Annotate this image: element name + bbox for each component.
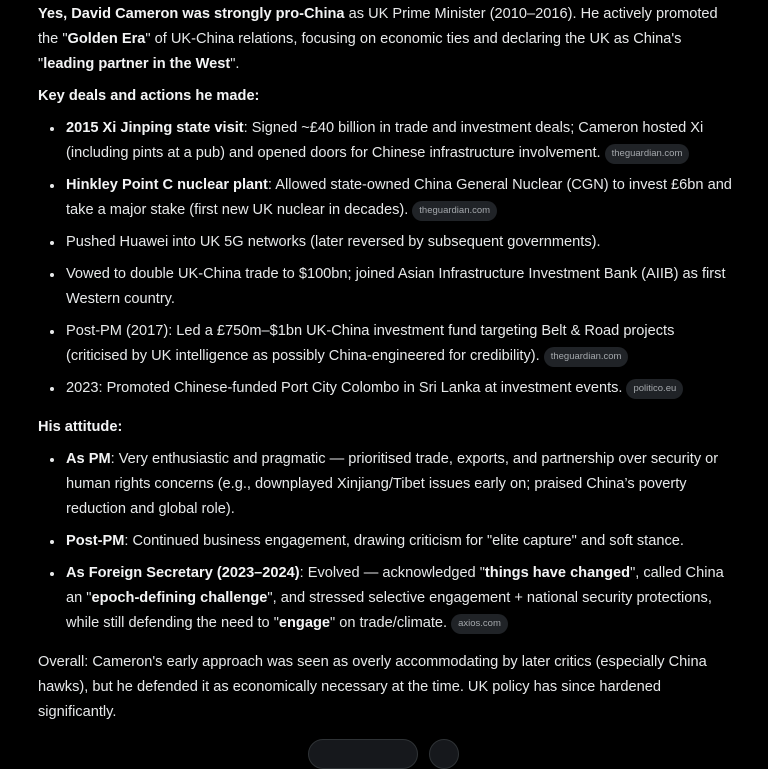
source-chip[interactable]: politico.eu	[626, 379, 683, 399]
action-pill-button[interactable]	[308, 739, 418, 769]
source-chip[interactable]: axios.com	[451, 614, 508, 634]
item-bold: Hinkley Point C nuclear plant	[66, 177, 268, 193]
attitude-heading: His attitude:	[38, 419, 123, 435]
intro-text-1: as UK Prime Minister (2010–2016). He actively promoted the "	[38, 6, 718, 47]
item-text: 2023: Promoted Chinese-funded Port City Colombo in Sri Lanka at investment events.	[66, 380, 623, 396]
list-item	[66, 529, 732, 554]
list-item	[66, 319, 732, 369]
item-text: : Very enthusiastic and pragmatic — prioritised trade, exports, and partnership over security or human rights concerns (e.g., downplayed Xinjiang/Tibet issues early on; praised China’s poverty reduction and global role).	[66, 451, 719, 517]
golden-era-bold: Golden Era	[67, 31, 146, 47]
leading-partner-bold: leading partner in the West	[43, 56, 231, 72]
quote-bold: engage	[278, 615, 330, 631]
list-item	[66, 173, 732, 223]
item-text: Pushed Huawei into UK 5G networks (later reversed by subsequent governments).	[66, 234, 601, 250]
intro-text-2: " of UK-China relations, focusing on economic ties and declaring the UK as China's "	[38, 31, 682, 72]
item-bold: As PM	[66, 451, 111, 467]
list-item	[66, 116, 732, 166]
quote-bold: epoch-defining challenge	[91, 590, 268, 606]
intro-paragraph	[38, 2, 732, 77]
item-bold: As Foreign Secretary (2023–2024)	[66, 565, 300, 581]
item-text: Vowed to double UK-China trade to $100bn; joined Asian Infrastructure Investment Bank (AIIB) as first Western country.	[66, 266, 726, 307]
list-item	[66, 447, 732, 522]
list-item	[66, 262, 732, 312]
item-bold: Post-PM	[66, 533, 125, 549]
source-chip[interactable]: theguardian.com	[605, 144, 690, 164]
intro-text-3: ".	[230, 56, 240, 72]
attitude-list	[38, 447, 732, 636]
source-chip[interactable]: theguardian.com	[544, 347, 629, 367]
item-text: : Allowed state-owned China General Nuclear (CGN) to invest £6bn and take a major stake (first new UK nuclear in decades).	[66, 177, 732, 218]
list-item	[66, 376, 732, 401]
item-text: ", called China an "	[66, 565, 724, 606]
item-bold: 2015 Xi Jinping state visit	[66, 120, 244, 136]
intro-bold-claim: Yes, David Cameron was strongly pro-China	[38, 6, 345, 22]
item-text: : Continued business engagement, drawing criticism for "elite capture" and soft stance.	[124, 533, 684, 549]
item-text: : Evolved — acknowledged "	[299, 565, 485, 581]
quote-bold: things have changed	[484, 565, 631, 581]
action-circle-button[interactable]	[429, 739, 459, 769]
response-content	[38, 2, 732, 725]
deals-list	[38, 116, 732, 401]
item-text: : Signed ~£40 billion in trade and investment deals; Cameron hosted Xi (including pints at a pub) and opened doors for Chinese infrastructure involvement.	[66, 120, 704, 161]
list-item	[66, 561, 732, 636]
item-text: ", and stressed selective engagement + national security protections, while still defending the need to "	[66, 590, 712, 631]
list-item	[66, 230, 732, 255]
source-chip[interactable]: theguardian.com	[412, 201, 497, 221]
deals-heading: Key deals and actions he made:	[38, 88, 260, 104]
item-text: Post-PM (2017): Led a £750m–$1bn UK-China investment fund targeting Belt & Road projects (criticised by UK intelligence as possibly China-engineered for credibility).	[66, 323, 675, 364]
overall-paragraph: Overall: Cameron's early approach was seen as overly accommodating by later critics (especially China hawks), but he defended it as economically necessary at the time. UK policy has since hardened significantly.	[38, 654, 707, 720]
item-text: " on trade/climate.	[329, 615, 448, 631]
